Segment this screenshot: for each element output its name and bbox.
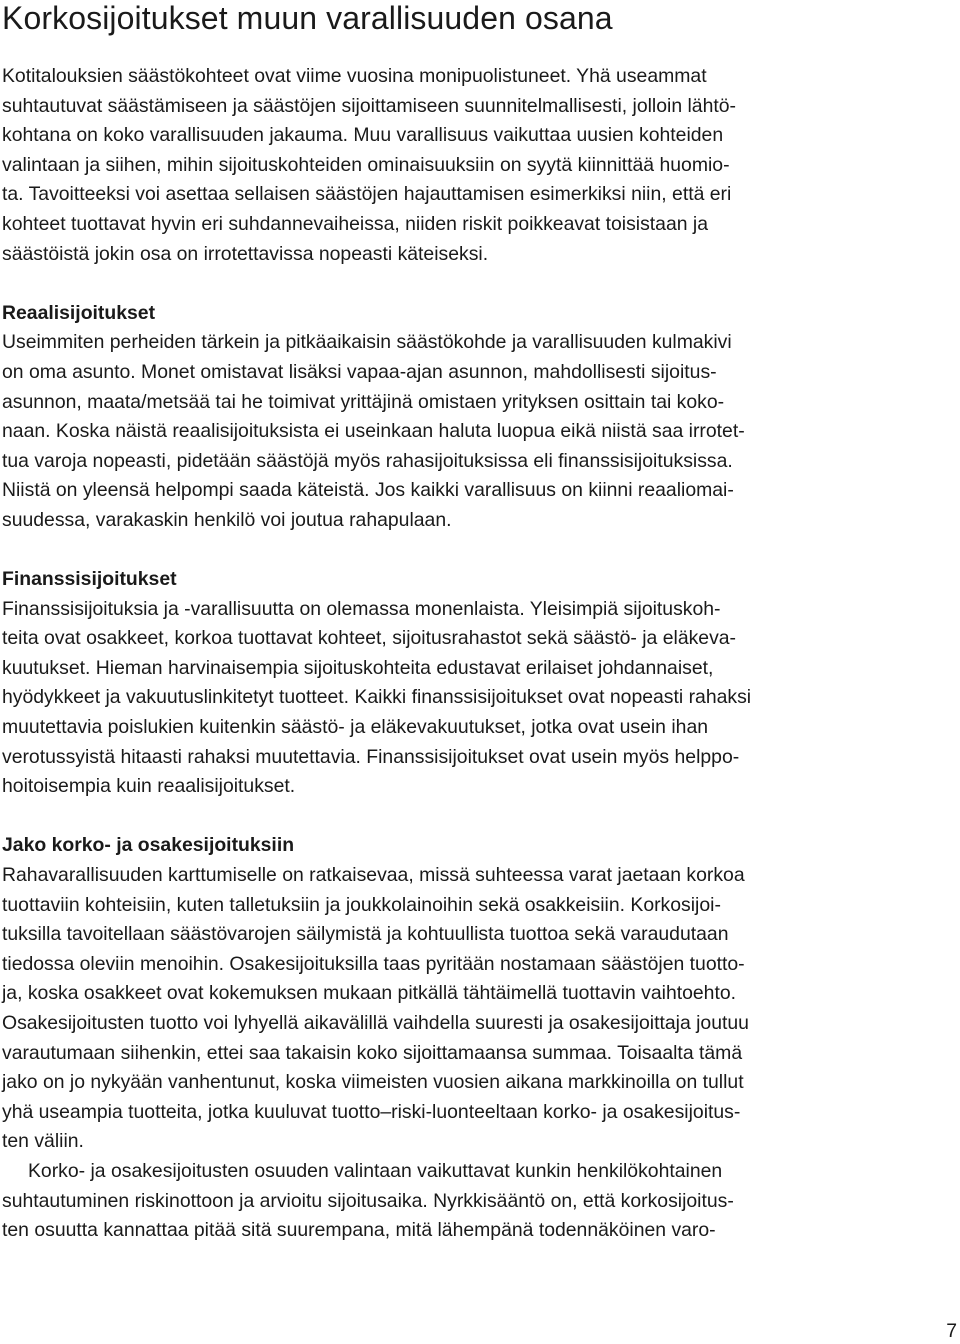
text-line: kohtana on koko varallisuuden jakauma. Muu varallisuus vaikuttaa uusien kohteiden xyxy=(2,124,724,147)
text-line: kuutukset. Hieman harvinaisempia sijoituskohteita edustavat erilaiset johdannaiset, xyxy=(2,656,714,679)
text-line: tua varoja nopeasti, pidetään säästöjä myös rahasijoituksissa eli finanssisijoituksissa. xyxy=(2,449,733,472)
text-line: Finanssisijoituksia ja -varallisuutta on olemassa monenlaista. Yleisimpiä sijoituskoh- xyxy=(2,597,721,620)
text-line: jako on jo nykyään vanhentunut, koska viimeisten vuosien aikana markkinoilla on tullut xyxy=(2,1071,744,1094)
text-line: yhä useampia tuotteita, jotka kuuluvat tuotto–riski-luonteeltaan korko- ja osakesijoitus- xyxy=(2,1100,741,1123)
text-line: tuottaviin kohteisiin, kuten talletuksiin ja joukkolainoihin sekä osakkeisiin. Korkosijoi- xyxy=(2,893,721,916)
text-line: säästöistä jokin osa on irrotettavissa nopeasti käteiseksi. xyxy=(2,242,489,265)
section-heading: Reaalisijoitukset xyxy=(2,301,156,324)
text-line: muutettavia poislukien kuitenkin säästö- ja eläkevakuutukset, jotka ovat usein ihan xyxy=(2,716,709,739)
text-line: Kotitalouksien säästökohteet ovat viime vuosina monipuolistuneet. Yhä useammat xyxy=(2,65,707,87)
text-line: suudessa, varakaskin henkilö voi joutua rahapulaan. xyxy=(2,508,452,531)
text-line: tuksilla tavoitellaan säästövarojen säilymistä ja kohtuullista tuottoa sekä varaudutaan xyxy=(2,923,729,946)
page-title: Korkosijoitukset muun varallisuuden osana xyxy=(2,0,613,36)
text-line: Useimmiten perheiden tärkein ja pitkäaikaisin säästökohde ja varallisuuden kulmakivi xyxy=(2,331,732,354)
text-line: suhtautuminen riskinottoon ja arvioitu sijoitusaika. Nyrkkisääntö on, että korkosijoitus- xyxy=(2,1189,734,1212)
text-line: verotussyistä hitaasti rahaksi muutettavia. Finanssisijoitukset ovat usein myös helppo- xyxy=(2,745,740,768)
spacer xyxy=(2,802,868,832)
text-line: naan. Koska näistä reaalisijoituksista ei useinkaan haluta luopua eikä niistä saa irrotet- xyxy=(2,420,745,443)
text-line: asunnon, maata/metsää tai he toimivat yrittäjinä omistaen yrityksen osittain tai koko- xyxy=(2,390,725,413)
text-line: suhtautuvat säästämiseen ja säästöjen sijoittamiseen suunnitelmallisesti, jolloin lähtö- xyxy=(2,94,737,117)
text-line: tiedossa oleviin menoihin. Osakesijoituksilla taas pyritään nostamaan säästöjen tuotto- xyxy=(2,952,745,975)
intro-paragraph xyxy=(2,62,868,269)
section-finanssisijoitukset xyxy=(2,565,868,802)
text-line: ten väliin. xyxy=(2,1130,84,1153)
text-line: ta. Tavoitteeksi voi asettaa sellaisen säästöjen hajauttamisen esimerkiksi niin, että eri xyxy=(2,183,732,206)
text-line: on oma asunto. Monet omistavat lisäksi vapaa-ajan asunnon, mahdollisesti sijoitus- xyxy=(2,360,717,383)
text-line: Osakesijoitusten tuotto voi lyhyellä aikavälillä vaihdella suuresti ja osakesijoittaja joutuu xyxy=(2,1012,749,1034)
spacer xyxy=(2,536,868,566)
text-line: varautumaan siihenkin, ettei saa takaisin koko sijoittamaansa summaa. Toisaalta tämä xyxy=(2,1041,743,1064)
section-heading: Jako korko- ja osakesijoituksiin xyxy=(2,834,295,857)
page-number: 7 xyxy=(946,1320,957,1342)
text-line: Rahavarallisuuden karttumiselle on ratkaisevaa, missä suhteessa varat jaetaan korkoa xyxy=(2,864,745,887)
text-line: kohteet tuottavat hyvin eri suhdannevaiheissa, niiden riskit poikkeavat toisistaan ja xyxy=(2,212,709,235)
section-reaalisijoitukset xyxy=(2,299,868,536)
text-line: Niistä on yleensä helpompi saada käteistä. Jos kaikki varallisuus on kiinni reaaliomai- xyxy=(2,479,734,502)
text-line: ja, koska osakkeet ovat kokemuksen mukaan pitkällä tähtäimellä tuottavin vaihtoehto. xyxy=(2,982,737,1005)
text-line: valintaan ja siihen, mihin sijoituskohteiden ominaisuuksiin on syytä kiinnittää huomio- xyxy=(2,153,730,176)
text-line: hyödykkeet ja vakuutuslinkitetyt tuotteet. Kaikki finanssisijoitukset ovat nopeasti rahaksi xyxy=(2,686,752,709)
section-heading: Finanssisijoitukset xyxy=(2,568,177,591)
spacer xyxy=(2,269,868,299)
body-text xyxy=(2,62,868,1246)
text-line: ten osuutta kannattaa pitää sitä suurempana, mitä lähempänä todennäköinen varo- xyxy=(2,1219,716,1242)
text-line: hoitoisempia kuin reaalisijoitukset. xyxy=(2,775,296,798)
section-jako-korko-osake xyxy=(2,831,868,1245)
text-line: teita ovat osakkeet, korkoa tuottavat kohteet, sijoitusrahastot sekä säästö- ja eläkeva- xyxy=(2,627,737,650)
text-line: Korko- ja osakesijoitusten osuuden valintaan vaikuttavat kunkin henkilökohtainen xyxy=(28,1159,723,1182)
